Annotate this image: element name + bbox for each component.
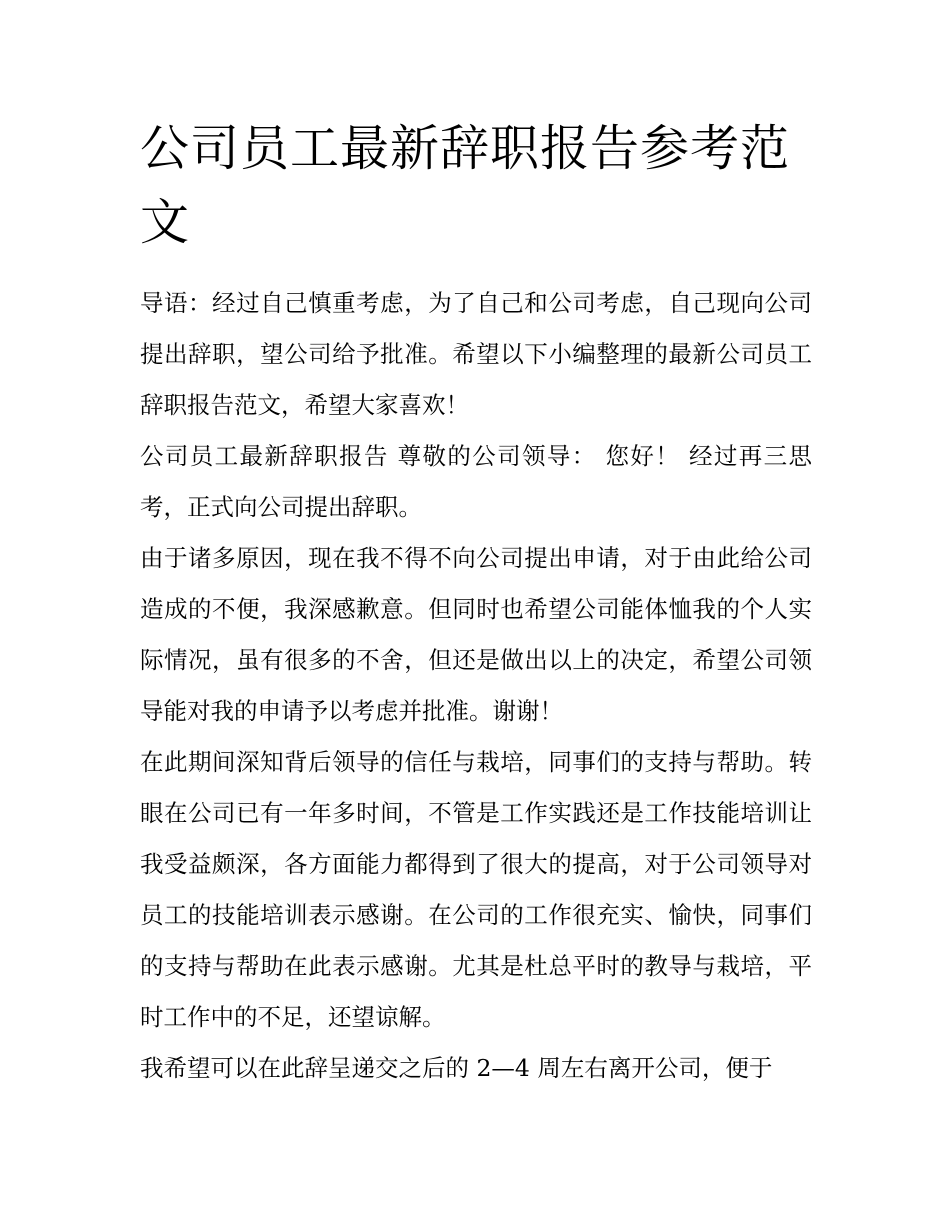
paragraph-reason: 由于诸多原因，现在我不得不向公司提出申请，对于由此给公司造成的不便，我深感歉意。但同时也希望公司能体恤我的个人实际情况，虽有很多的不舍，但还是做出以上的决定，希望公司领导能对我的申请予以考虑并批准。谢谢！ — [140, 544, 812, 725]
document-body — [140, 278, 812, 1094]
paragraph-gratitude: 在此期间深知背后领导的信任与栽培，同事们的支持与帮助。转眼在公司已有一年多时间，不管是工作实践还是工作技能培训让我受益颇深，各方面能力都得到了很大的提高，对于公司领导对员工的技能培训表示感谢。在公司的工作很充实、愉快，同事们的支持与帮助在此表示感谢。尤其是杜总平时的教导与栽培，平时工作中的不足，还望谅解。 — [140, 748, 812, 1031]
paragraph-salutation: 公司员工最新辞职报告 尊敬的公司领导： 您好！ 经过再三思考，正式向公司提出辞职。 — [140, 442, 812, 521]
document-title: 公司员工最新辞职报告参考范文 — [140, 120, 791, 251]
paragraph-departure: 我希望可以在此辞呈递交之后的 2—4 周左右离开公司，便于 — [140, 1054, 773, 1082]
paragraph-intro: 导语：经过自己慎重考虑，为了自己和公司考虑，自己现向公司提出辞职，望公司给予批准。希望以下小编整理的最新公司员工辞职报告范文，希望大家喜欢！ — [140, 289, 812, 419]
